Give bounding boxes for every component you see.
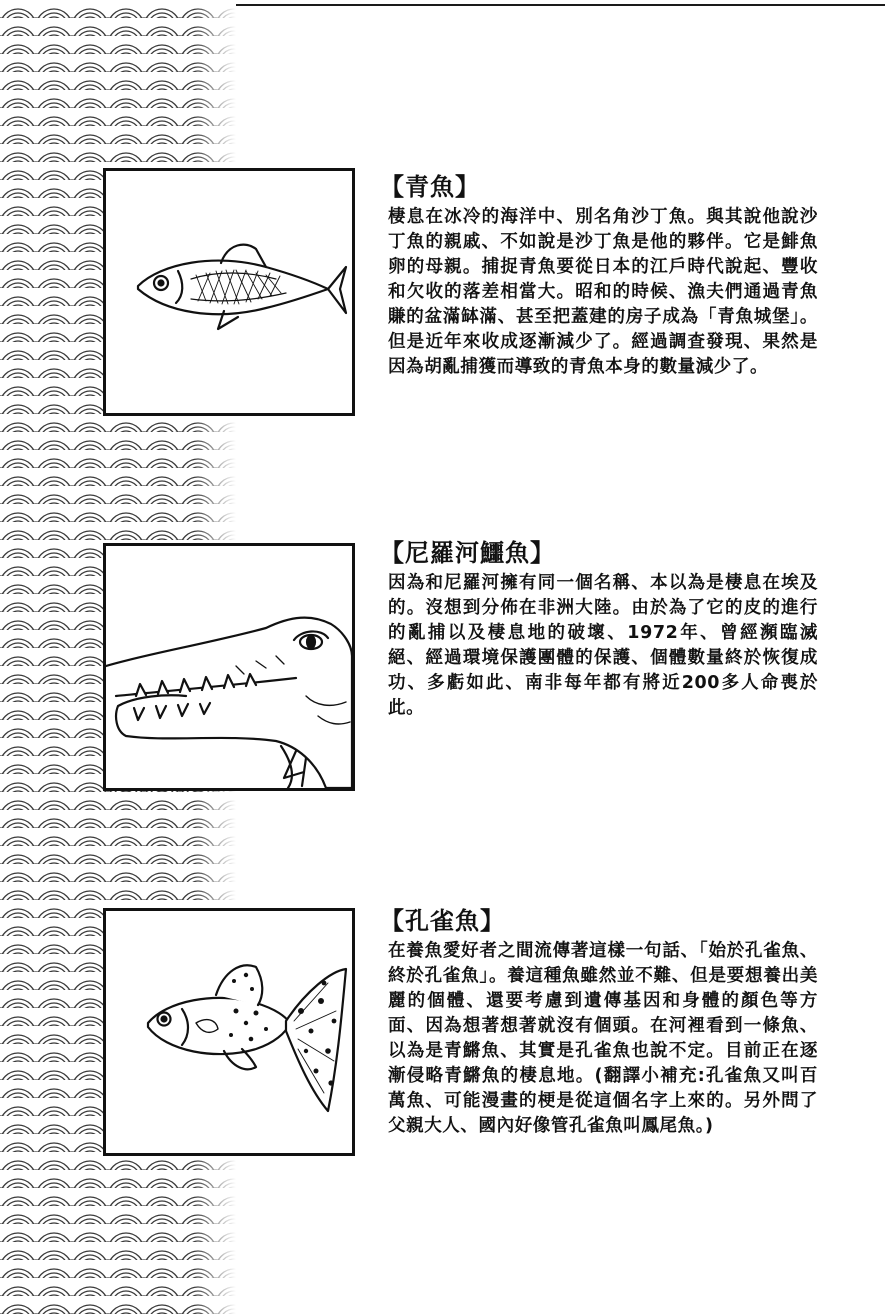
crocodile-illustration-frame bbox=[103, 543, 355, 791]
crocodile-icon bbox=[106, 546, 352, 788]
entry-description: 因為和尼羅河擁有同一個名稱、本以為是棲息在埃及的。沒想到分佈在非洲大陸。由於為了它的皮的進行的亂捕以及棲息地的破壞、1972年、曾經瀕臨滅絕、經過環境保護團體的保護、個體數量終於恢復成功、多虧如此、南非每年都有將近200多人命喪於此。 bbox=[388, 573, 818, 718]
entry-title: 【孔雀魚】 bbox=[380, 907, 505, 935]
entry-title: 【青魚】 bbox=[380, 173, 480, 201]
entry-title: 【尼羅河鱷魚】 bbox=[380, 539, 555, 567]
herring-fish-icon bbox=[106, 171, 352, 413]
entry-description: 在養魚愛好者之間流傳著這樣一句話、「始於孔雀魚、終於孔雀魚」。養這種魚雖然並不難、但是要想養出美麗的個體、還要考慮到遺傳基因和身體的顏色等方面、因為想著想著就沒有個頭。在河裡看到一條魚、以為是青鱂魚、其實是孔雀魚也說不定。目前正在逐漸侵略青鱂魚的棲息地。(翻譯小補充:孔雀魚又叫百萬魚、可能漫畫的梗是從這個名字上來的。另外問了父親大人、國內好像管孔雀魚叫鳳尾魚。) bbox=[388, 941, 818, 1136]
herring-illustration-frame bbox=[103, 168, 355, 416]
guppy-fish-icon bbox=[106, 911, 352, 1153]
guppy-illustration-frame bbox=[103, 908, 355, 1156]
entry-description: 棲息在冰冷的海洋中、別名角沙丁魚。與其說他說沙丁魚的親戚、不如說是沙丁魚是他的夥伴。它是鯡魚卵的母親。捕捉青魚要從日本的江戶時代說起、豐收和欠收的落差相當大。昭和的時候、漁夫們通過青魚賺的盆滿缽滿、甚至把蓋建的房子成為「青魚城堡」。但是近年來收成逐漸減少了。經過調查發現、果然是因為胡亂捕獲而導致的青魚本身的數量減少了。 bbox=[388, 207, 818, 377]
